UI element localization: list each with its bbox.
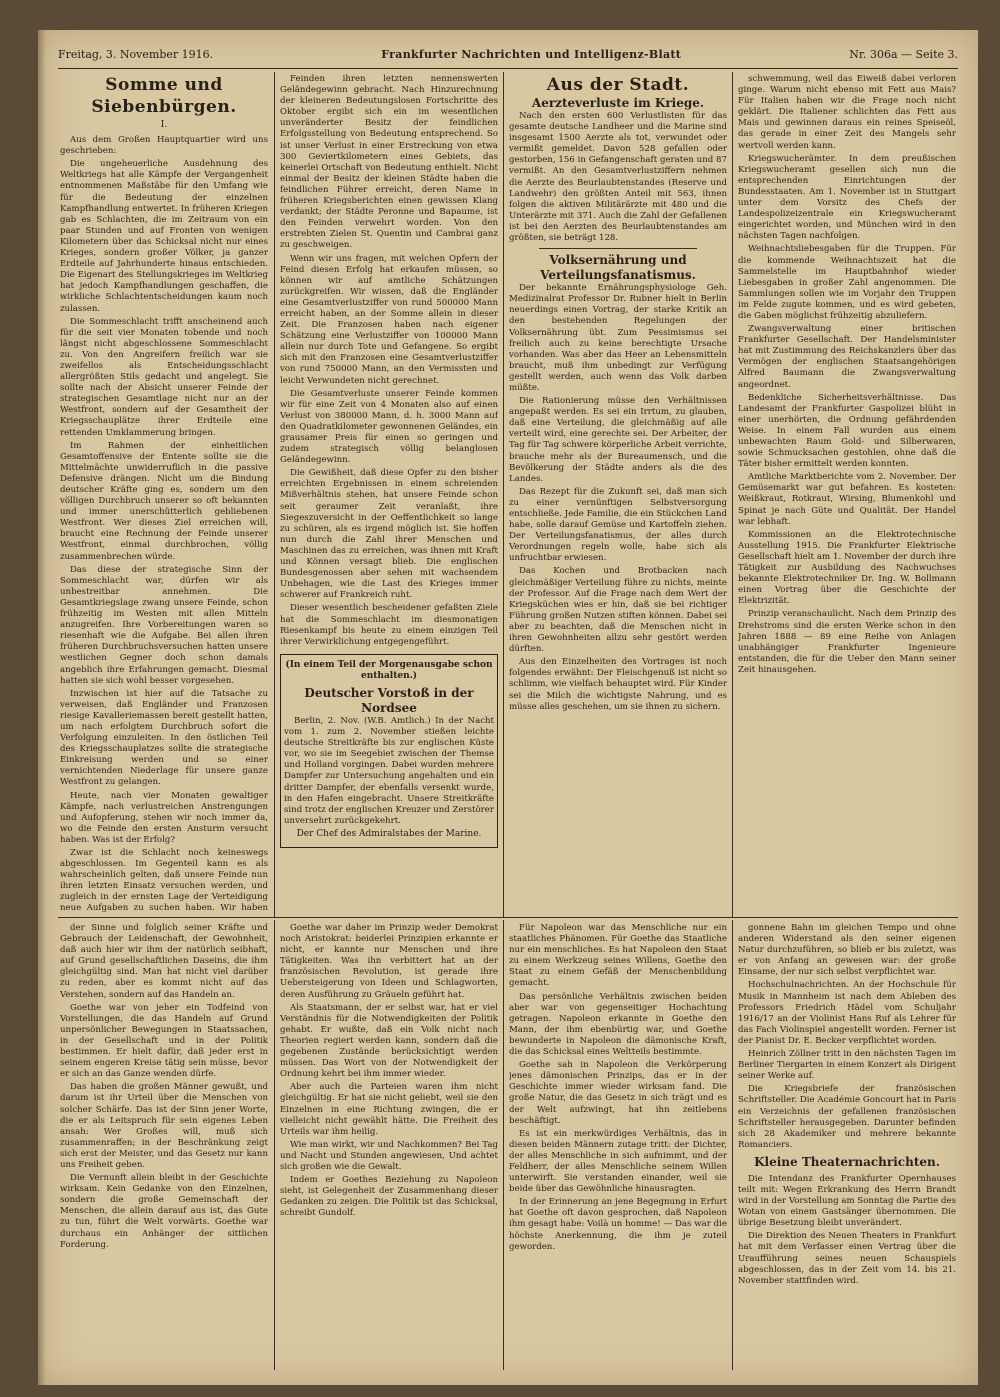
- section-divider: [58, 917, 958, 918]
- news-item: Weihnachtsliebesgaben für die Truppen. Für die kommende Weihnachtszeit hat die Sammelstelle im Hauptbahnhof wieder Liebesgaben in großer Zahl angenommen. Die Sammlungen sollen wie im Vorjahr den Truppen im Felde zugute kommen, und es wird gebeten, die Gaben möglichst frühzeitig abzuliefern.: [738, 244, 956, 321]
- article-paragraph: Die Gesamtverluste unserer Feinde kommen wir für eine Zeit von 4 Monaten also auf einen Verlust von 380000 Mann, d. h. 3000 Mann auf den Quadratkilometer gewonnenen Geländes, ein grausamer Preis für einen so geringen und zudem strategisch völlig belanglosen Geländegewinn.: [280, 388, 498, 466]
- feuilleton-paragraph: Aber auch die Parteien waren ihm nicht gleichgültig. Er hat sie nicht geliebt, weil sie den Einzelnen in eine Richtung zwingen, die er vielleicht nicht gewählt hätte. Die Freiheit des Urteils war ihm heilig.: [280, 1082, 498, 1137]
- article-paragraph: Feinden ihren letzten nennenswerten Geländegewinn gebracht. Nach Hinzurechnung der kleineren Bedeutungslosen Fortschritte des Oktober ergibt sich ein im wesentlichen unveränderter Besitz der feindlichen Erfolgsstellung von Bedeutung entsprechend. So ist unser Verlust in einer Erstreckung von etwa 300 Geviertkilometern eines Gebiets, das keinerlei Ortschaft von Bedeutung enthielt. Nicht einmal der Besitz der kleinen Städte haben die feindlichen Führer erreicht, deren Name in früheren Kriegsberichten einen gewissen Klang verdankt; der Städte Peronne und Bapaume, ist den Feinden verwehrt worden. Von den erstrebten Zielen St. Quentin und Cambrai ganz zu geschweigen.: [280, 74, 498, 251]
- news-item: Bedenkliche Sicherheitsverhältnisse. Das Landesamt der Frankfurter Gaspolizei blüht in einer unerhörten, die Ordnung gefährdenden Weise. In einem Fall wurden aus einem unbewachten Raum Gold- und Silberwaren, sowie Schmucksachen gestohlen, ohne daß die Täter bisher ermittelt werden konnten.: [738, 392, 956, 470]
- article-paragraph: Die Sommeschlacht trifft anscheinend auch für die seit vier Monaten tobende und noch längst nicht abgeschlossene Sommeschlacht zu. Von den Angreifern freilich war sie zweifellos als Entscheidungsschlacht allergrößten Stils gedacht und angelegt. Sie sollte nach der Absicht unserer Feinde der strategischen Gesamtlage nicht nur an der Westfront, sondern auf der Gesamtheit der Kriegsschauplätze ihrer Erdteile eine rettenden Umklammerung bringen.: [60, 316, 268, 438]
- article-paragraph: Dieser wesentlich bescheidener gefaßten Ziele hat die Sommeschlacht im diesmonatigen Riesenkampf bis heute zu einem einzigen Teil ihrer Verwirklichung entgegengeführt.: [280, 603, 498, 647]
- feuilleton-paragraph: Goethe war daher im Prinzip weder Demokrat noch Aristokrat: beiderlei Prinzipien erkannte er nicht, er kannte nur Menschen und ihre Tätigkeiten. Was ihn verbittert hat an der französischen Revolution, ist gerade ihre Uebersteigerung von Ideen und Schlagworten, deren Ausführung zu Gräueln geführt hat.: [280, 923, 498, 1000]
- article-paragraph: Die Rationierung müsse den Verhältnissen angepaßt werden. Es sei ein Irrtum, zu glauben, daß eine Verteilung, die gleichmäßig auf alle verteilt wird, eine gerechte sei. Der Arbeiter, der Tag für Tag schwere körperliche Arbeit verrichte, brauche mehr als der Bureaumensch, und die Bevölkerung der Städte anders als die des Landes.: [509, 396, 727, 484]
- feuilleton-paragraph: Goethe war von jeher ein Todfeind von Vorstellungen, die das Handeln auf Grund unpersönlicher Bewegungen in Staatssachen, in der Gesellschaft und in der Politik bestimmen. Er hielt dafür, daß jeder erst in seinem engeren Kreise tätig sein müsse, bevor er sich an das Ganze wenden dürfe.: [60, 1002, 268, 1080]
- article-title: Somme und Siebenbürgen.: [91, 75, 237, 117]
- article-paragraph: Aus den Einzelheiten des Vortrages ist noch folgendes erwähnt: Der Fleischgenuß ist nicht so schlimm, wie vielfach behauptet wird. Für Kinder sei die Milch die wichtigste Nahrung, und es müsse alles geschehen, um sie ihnen zu sichern.: [509, 657, 727, 712]
- news-item: Zwangsverwaltung einer britischen Frankfurter Gesellschaft. Der Handelsminister hat mit Zustimmung des Reichskanzlers über das Vermögen der englischen Staatsangehörigen Alfred Baumann die Zwangsverwaltung angeordnet.: [738, 324, 956, 390]
- section-title: Aus der Stadt.: [546, 75, 690, 95]
- article-paragraph: Die ungeheuerliche Ausdehnung des Weltkriegs hat alle Kämpfe der Vergangenheit entnommenen Maßstäbe für den Umfang wie für die Bedeutung der einzelnen Kampfhandlung entwertet. In früheren Kriegen gab es Schlachten, die im Zeitraum von ein paar Stunden und auf Fronten von wenigen Kilometern über das Schicksal nicht nur eines Krieges, sondern großer Völker, ja ganzer Erdteile auf Jahrhunderte hinaus entschieden. Die Eigenart des Stellungskrieges im Weltkrieg hat jedoch Kampfhandlungen geschaffen, die wirkliche Schlachtentscheidungen kaum noch zulassen.: [60, 159, 268, 314]
- header-date: Freitag, 3. November 1916.: [58, 47, 214, 61]
- news-item: gonnene Bahn im gleichen Tempo und ohne anderen Widerstand als den seiner eigenen Natur durchzuführen, so blieb er bis zuletzt, was er von Anfang an gewesen war: der große Einsame, der nur sich selbst verpflichtet war.: [738, 923, 956, 978]
- news-item: schwemmung, weil das Eiweiß dabei verloren ginge. Warum nicht ebenso mit Fett aus Mais? Für Italien haben wir die Frage noch nicht geklärt. Die Italiener schlichten das Fett aus Mais und gewinnen daraus ein reines Speiseöl, das gerade in einer Zeit des Mangels sehr wertvoll werden kann.: [738, 74, 956, 151]
- feuilleton-paragraph: Es ist ein merkwürdiges Verhältnis, das in diesen beiden Männern zutage tritt: der Dichter, der alles Menschliche in sich aufnimmt, und der Feldherr, der alles Menschliche seinem Willen unterwirft. Sie verstanden einander, weil sie beide über das Gewöhnliche hinausragten.: [509, 1128, 727, 1195]
- news-item: Prinzip veranschaulicht. Nach dem Prinzip des Drehstroms sind die ersten Werke schon in den Jahren 1888 — 89 eine Reihe von Anlagen unabhängiger Frankfurter Ingenieure entstanden, die für die Ueber den Mann seiner Zeit hinausgehen.: [738, 609, 956, 675]
- feuilleton-paragraph: Für Napoleon war das Menschliche nur ein staatliches Phänomen. Für Goethe das Staatliche nur ein menschliches. Es hat Napoleon den Staat zu einem Werkzeug seines Willens, Goethe den Staat zu einem Gefäß der Menschenbildung gemacht.: [509, 923, 727, 989]
- article-title: Deutscher Vorstoß in der Nordsee: [304, 685, 474, 715]
- feuilleton-part-3: [509, 923, 727, 1368]
- feuilleton-paragraph: Die Vernunft allein bleibt in der Geschichte wirksam. Kein Gedanke von den Einzelnen, sondern die große Gemeinschaft der Menschen, die allein darauf aus ist, das Gute zu tun, führt die Welt vorwärts. Goethe war durchaus ein Anhänger der sittlichen Forderung.: [60, 1173, 268, 1250]
- news-item: Die Direktion des Neuen Theaters in Frankfurt hat mit dem Verfasser einen Vertrag über die Uraufführung seines neuen Schauspiels abgeschlossen, das in der Zeit vom 14. bis 21. November stattfinden wird.: [738, 1231, 956, 1286]
- news-item: Heinrich Zöllner tritt in den nächsten Tagen im Berliner Tiergarten in einem Konzert als Dirigent seiner Werke auf.: [738, 1049, 956, 1082]
- article-subtitle: Aerzteverluste im Kriege.: [531, 96, 705, 110]
- newspaper-page: [38, 30, 978, 1385]
- news-item: Die Intendanz des Frankfurter Opernhauses teilt mit: Wegen Erkrankung des Herrn Brandt wird in der Vorstellung am Sonntag die Partie des Wotan von einem Gastsänger übernommen. Die übrige Besetzung bleibt unverändert.: [738, 1173, 956, 1229]
- header-rule: [58, 68, 958, 69]
- article-numeral: I.: [160, 120, 168, 130]
- feuilleton-part-1: [60, 923, 268, 1368]
- article-paragraph: Die Gewißheit, daß diese Opfer zu den bisher erreichten Ergebnissen in einem schreienden Mißverhältnis stehen, hat unsere Feinde schon seit geraumer Zeit veranlaßt, ihre Siegeszuversicht in der Oeffentlichkeit so lange zu schüren, als es irgend möglich ist. Sie hoffen nun durch die Zahl ihrer Menschen und Maschinen das zu erreichen, was ihnen mit Kraft und Können versagt blieb. Die englischen Bundesgenossen aber sehen mit wachsendem Unbehagen, wie die Last des Krieges immer schwerer auf Frankreich ruht.: [280, 468, 498, 601]
- news-item: Kriegswucherämter. In dem preußischen Kriegswucheramt gesellen sich nun die entsprechenden Einrichtungen der Bundesstaaten. Am 1. November ist in Stuttgart unter dem Vorsitz des Chefs der Landespolizeizentrale ein Kriegswucheramt eingerichtet worden, und München wird in den nächsten Tagen nachfolgen.: [738, 153, 956, 242]
- article-somme-continued: [280, 74, 498, 914]
- article-paragraph: Der bekannte Ernährungsphysiologe Geh. Medizinalrat Professor Dr. Rubner hielt in Berlin neuerdings einen Vortrag, der starke Kritik an den bestehenden Regelungen der Volksernährung übt. Zum Pessimismus sei freilich auch zu keine berechtigte Ursache vorhanden. Was aber das Heer an Lebensmitteln braucht, muß ihm unbedingt zur Verfügung gestellt werden, auch wenn das Volk darben müßte.: [509, 283, 727, 393]
- article-title: Volksernährung und Verteilungsfanatismus.: [540, 253, 696, 283]
- news-item: Kommissionen an die Elektrotechnische Ausstellung 1915. Die Frankfurter Elektrische Gesellschaft hielt am 1. November der durch ihre Tätigkeit zur Ausbildung des Nachwuchses bekannte Elektrotechniker Dr. Ing. W. Bollmann einen Vortrag über die Geschichte der Elektrizität.: [738, 529, 956, 607]
- article-paragraph: Im Rahmen der einheitlichen Gesamtoffensive der Entente sollte sie die Mittelmächte unwiderruflich in die passive Defensive drängen. Nicht um die Bindung deutscher Kräfte ging es, sondern um den völligen Durchbruch unserer so oft bekannten und immer unerschütterlich gebliebenen Westfront. Wer dieses Ziel erreichen will, braucht eine Rechnung der Feinde unserer Westfront, einmal durchbrochen, völlig zusammenbrechen würde.: [60, 440, 268, 562]
- article-divider: [539, 248, 697, 249]
- feuilleton-paragraph: der Sinne und folglich seiner Kräfte und Gebrauch der Leidenschaft, der Gewohnheit, daß auch hier wir ihm der natürlich seibhaft, auf Grund gesellschaftlichen Daseins, die ihm gleichgültig sind. Man hat nicht viel darüber zu reden, aber es kommt nicht auf das Verstehen, sondern auf das Handeln an.: [60, 923, 268, 1000]
- culture-news: [738, 923, 956, 1368]
- article-paragraph: Das diese der strategische Sinn der Sommeschlacht war, dürfen wir als unbestreitbar annehmen. Die Gesamtkriegslage zwang unsere Feinde, schon frühzeitig im Westen mit allen Mitteln anzugreifen. Ihre Vorbereitungen waren so riesenhaft wie die Aufgabe. Bei allen ihren früheren Durchbruchsversuchen hatten unsere westlichen Gegner doch schon damals angeblich ihre Erfahrungen gemacht. Diesmal hatten sie sich wohl besser vorgesehen.: [60, 564, 268, 686]
- page-header: [58, 44, 958, 64]
- feuilleton-paragraph: Goethe sah in Napoleon die Verkörperung jenes dämonischen Prinzips, das er in der Geschichte immer wieder wirksam fand. Die große Natur, die das Gesetz in sich trägt und es der Welt aufzwingt, hat ihn zeitlebens beschäftigt.: [509, 1060, 727, 1126]
- section-title: Kleine Theaternachrichten.: [754, 1154, 940, 1169]
- article-paragraph: Nach den ersten 600 Verlustlisten für das gesamte deutsche Landheer und die Marine sind insgesamt 1500 Aerzte als tot, verwundet oder vermißt gemeldet. Davon 528 gefallen oder gestorben, 156 in Gefangenschaft geraten und 87 vermißt. An den Gesamtverlustziffern nehmen die Aerzte des Beurlaubtenstandes (Reserve und Landwehr) den größten Anteil mit 563, ihnen folgen die aktiven Militärärzte mit 480 und die Unterärzte mit 371. Auch die Zahl der Gefallenen ist bei den Aerzten des Beurlaubtenstandes am größten, sie beträgt 128.: [509, 111, 727, 244]
- feuilleton-part-2: [280, 923, 498, 1368]
- article-paragraph: Zwar ist die Schlacht noch keineswegs abgeschlossen. Im Gegenteil kann es als wahrscheinlich gelten, daß unsere Feinde nun ihren letzten Einsatz versuchen werden, und zugleich in der ernsten Lage der Verteidigung neue Aufgaben zu suchen haben. Wir haben: [60, 848, 268, 914]
- nordsee-box: [280, 654, 498, 848]
- column-divider: [274, 920, 275, 1370]
- header-issue: Nr. 306a — Seite 3.: [849, 47, 958, 61]
- feuilleton-paragraph: In der Erinnerung an jene Begegnung in Erfurt hat Goethe oft davon gesprochen, daß Napoleon ihm gesagt habe: Voilà un homme! — Das war die höchste Anerkennung, die ihm je zuteil geworden.: [509, 1197, 727, 1252]
- article-paragraph: Inzwischen ist hier auf die Tatsache zu verweisen, daß Engländer und Franzosen riesige Kavalleriemassen bereit gestellt hatten, um nach erfolgtem Durchbruch sofort die Verfolgung einzuleiten. In den östlichen Teil des Kriegsschauplatzes sollte die strategische Einkreisung werden und so einer vernichtenden Niederlage für unsere ganze Westfront zu gelangen.: [60, 688, 268, 788]
- column-divider: [732, 72, 733, 917]
- feuilleton-paragraph: Wie man wirkt, wir und Nachkommen? Bei Tag und Nacht und Stunden angewiesen, Und achtet sich großen wie die Gewalt.: [280, 1139, 498, 1172]
- article-signature: Der Chef des Admiralstabes der Marine.: [296, 828, 482, 839]
- article-somme: [60, 74, 268, 914]
- news-item: Die Kriegsbriefe der französischen Schriftsteller. Die Académie Goncourt hat in Paris ein Verzeichnis der gefallenen französischen Schriftsteller herausgegeben. Darunter befinden sich 28 Akademiker und mehrere bekannte Romanciers.: [738, 1084, 956, 1150]
- article-paragraph: Heute, nach vier Monaten gewaltiger Kämpfe, nach verlustreichen Anstrengungen und Aufopferung, stehen wir noch immer da, wo die Feinde den ersten Ansturm versucht haben. Was ist der Erfolg?: [60, 790, 268, 845]
- article-paragraph: Berlin, 2. Nov. (W.B. Amtlich.) In der Nacht vom 1. zum 2. November stießen leichte deutsche Streitkräfte bis zur englischen Küste vor, wo sie im Seegebiet zwischen der Themse und Holland vorgingen. Dabei wurden mehrere Dampfer zur Untersuchung angehalten und ein dritter Dampfer, der ebenfalls versenkt wurde, in den Hafen eingebracht. Unsere Streitkräfte sind trotz der englischen Kreuzer und Zerstörer unversehrt zurückgekehrt.: [284, 715, 494, 826]
- news-item: Hochschulnachrichten. An der Hochschule für Musik in Mannheim ist nach dem Ableben des Professors Friedrich Hädel vom Schuljahr 1916/17 an der Violinist Hans Ruf als Lehrer für das Fach Violinspiel angestellt worden. Ferner ist der Pianist Dr. E. Becker verpflichtet worden.: [738, 980, 956, 1046]
- article-paragraph: Das Kochen und Brotbacken nach gleichmäßiger Verteilung führe zu nichts, meinte der Professor. Auf die Frage nach dem Wert der Kriegsküchen wies er hin, daß sie bei richtiger Führung großen Nutzen stiften können. Dabei sei aber zu beachten, daß die Menschen nicht in ihren Gewohnheiten allzu sehr gestört werden dürften.: [509, 566, 727, 655]
- feuilleton-paragraph: Als Staatsmann, der er selbst war, hat er viel Verständnis für die Notwendigkeiten der Politik gehabt. Er wußte, daß ein Volk nicht nach Theorien regiert werden kann, sondern daß die gegebenen Zustände berücksichtigt werden müssen. Das Wort von der Notwendigkeit der Ordnung kehrt bei ihm immer wieder.: [280, 1002, 498, 1080]
- column-divider: [732, 920, 733, 1370]
- article-intro: Aus dem Großen Hauptquartier wird uns geschrieben:: [60, 135, 268, 157]
- column-divider: [503, 72, 504, 917]
- page-fold-shadow: [38, 30, 46, 1385]
- article-stadt: [509, 74, 727, 914]
- edition-note: (In einem Teil der Morgenausgabe schon enthalten.): [285, 659, 493, 681]
- header-paper-title: Frankfurter Nachrichten und Intelligenz-Blatt: [381, 47, 682, 61]
- feuilleton-paragraph: Das haben die großen Männer gewußt, und darum ist ihr Urteil über die Menschen von solcher Schärfe. Das ist der Sinn jener Worte, die er als Leitspruch für sein eigenes Leben ansah: Wer Großes will, muß sich zusammenraffen; in der Beschränkung zeigt sich erst der Meister, und das Gesetz nur kann uns Freiheit geben.: [60, 1082, 268, 1170]
- column-divider: [503, 920, 504, 1370]
- article-paragraph: Wenn wir uns fragen, mit welchen Opfern der Feind diesen Erfolg hat erkaufen müssen, so können wir auf amtliche Schätzungen zurückgreifen. Wir wissen, daß die Engländer eine Gesamtverlustziffer von rund 500000 Mann erreicht haben, an der Somme allein in dieser Zeit. Die Franzosen haben nach eigener Schätzung eine Verlustziffer von 100000 Mann allein nur durch Tote und Gefangene. So ergibt sich mit den Franzosen eine Gesamtverlustziffer von rund 750000 Mann, an den Vermissten und leicht Verwundeten nicht gerechnet.: [280, 253, 498, 386]
- local-news: [738, 74, 956, 914]
- news-item: Amtliche Marktberichte vom 2. November. Der Gemüsemarkt war gut befahren. Es kosteten: Weißkraut, Rotkraut, Wirsing, Blumenkohl und Spinat je nach Güte und Qualität. Der Handel war lebhaft.: [738, 472, 956, 527]
- column-divider: [274, 72, 275, 917]
- feuilleton-paragraph: Das persönliche Verhältnis zwischen beiden aber war von gegenseitiger Hochachtung getragen. Napoleon erkannte in Goethe den Mann, der ihm ebenbürtig war, und Goethe bewunderte in Napoleon die dämonische Kraft, die das Schicksal eines Weltteils bestimmte.: [509, 991, 727, 1058]
- feuilleton-paragraph: Indem er Goethes Beziehung zu Napoleon sieht, ist Gelegenheit der Zusammenhang dieser Gedanken zu zeigen. Die Politik ist das Schicksal, schreibt Gundolf.: [280, 1175, 498, 1219]
- article-paragraph: Das Rezept für die Zukunft sei, daß man sich zu einer vernünftigen Selbstversorgung entschließe. Jede Familie, die ein Stückchen Land habe, solle darauf Gemüse und Kartoffeln ziehen. Der Verteilungsfanatismus, der alles durch Verordnungen regeln wolle, habe sich als unfruchtbar erwiesen.: [509, 486, 727, 564]
